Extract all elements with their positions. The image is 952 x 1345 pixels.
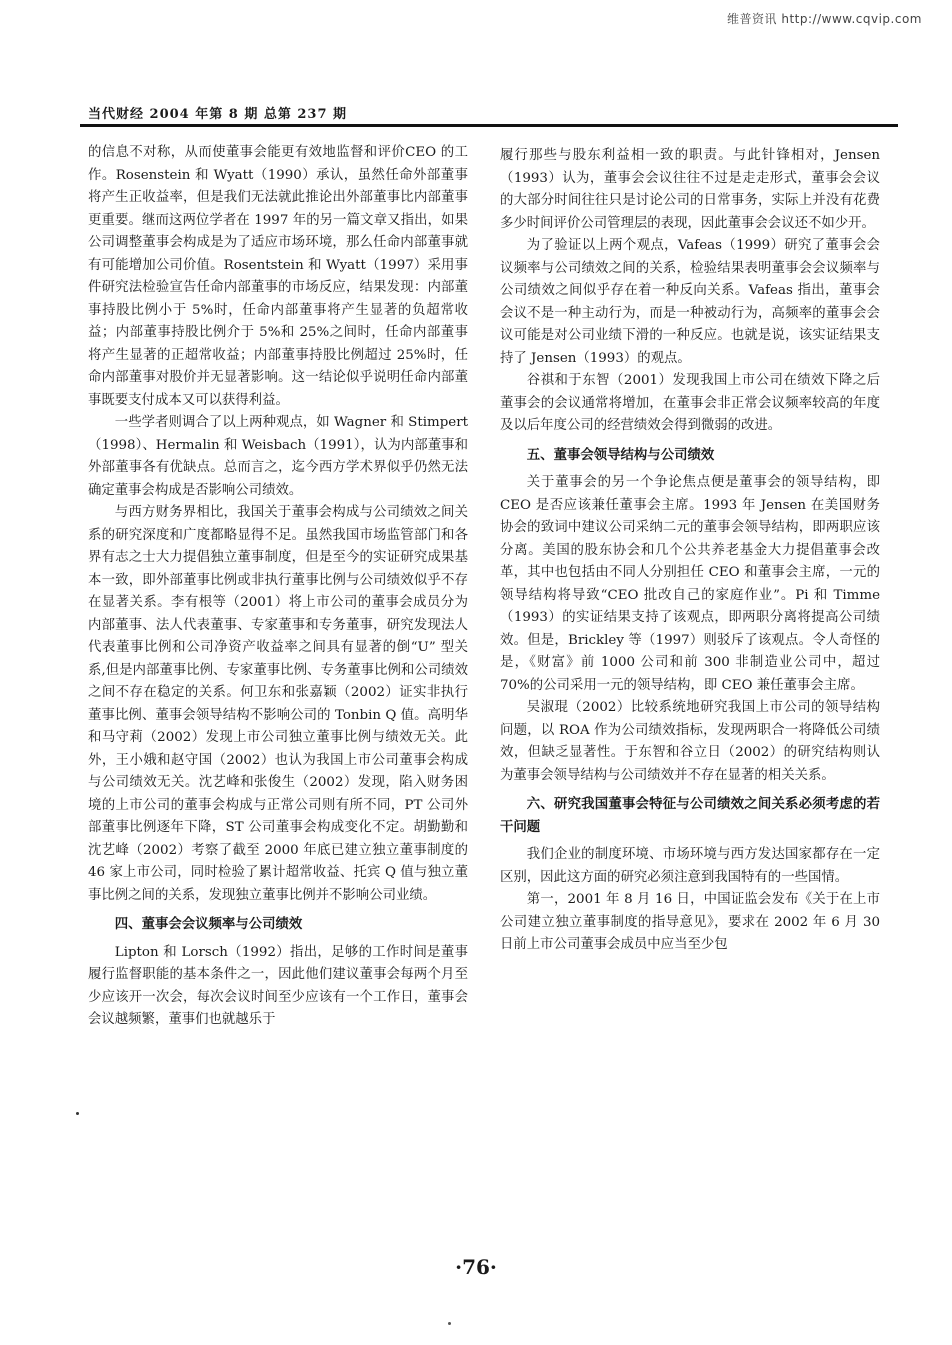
paragraph: 我们企业的制度环境、市场环境与西方发达国家都存在一定区别，因此这方面的研究必须注意到我国特有的一些国情。 — [500, 847, 880, 885]
paragraph: 关于董事会的另一个争论焦点便是董事会的领导结构，即 CEO 是否应该兼任董事会主席。1993 年 Jensen 在美国财务协会的致词中建议公司采纳二元的董事会领导结构，即两职应该分离。美国的股东协会和几个公共养老基金大力提倡董事会改革，其中也包括由不同人分别担任 CEO 和董事会主席，一元的领导结构将导致“CEO 批改自己的家庭作业”。Pi 和 Timme（1993）的实证结果支持了该观点，即两职分离将提高公司绩效。但是，Brickley 等（1997）则驳斥了该观点。令人奇怪的是，《财富》前 1000 公司和前 300 非制造业公司中，超过 70%的公司采用一元的领导结构，即 CEO 兼任董事会主席。 — [500, 475, 880, 693]
paragraph: 为了验证以上两个观点，Vafeas（1999）研究了董事会会议频率与公司绩效之间的关系，检验结果表明董事会会议频率与公司绩效之间似乎存在着一种反向关系。Vafeas 指出，董事会会议不是一种主动行为，而是一种被动行为，高频率的董事会会议可能是对公司业绩下滑的一种反应。也就是说，该实证结果支持了 Jensen（1993）的观点。 — [500, 238, 880, 366]
section-heading: 六、研究我国董事会特征与公司绩效之间关系必须考虑的若干问题 — [500, 796, 880, 835]
scan-artifact-dot — [76, 1112, 79, 1115]
section-heading: 四、董事会会议频率与公司绩效 — [114, 916, 303, 932]
watermark: 维普资讯 http://www.cqvip.com — [727, 12, 922, 26]
paragraph: 吴淑琨（2002）比较系统地研究我国上市公司的领导结构问题，以 ROA 作为公司绩效指标，发现两职合一将降低公司绩效，但缺乏显著性。于东智和谷立日（2002）的研究结构则认为董事会领导结构与公司绩效并不存在显著的相关关系。 — [500, 700, 880, 783]
left-column — [88, 142, 468, 1032]
paragraph: Lipton 和 Lorsch（1992）指出，足够的工作时间是董事履行监督职能的基本条件之一，因此他们建议董事会每两个月至少应该开一次会，每次会议时间至少应该有一个工作日，董事会会议越频繁，董事们也就越乐于 — [88, 944, 468, 1027]
header-rule — [80, 124, 898, 127]
page-number: ·76· — [455, 1255, 497, 1279]
paragraph: 谷祺和于东智（2001）发现我国上市公司在绩效下降之后董事会的会议通常将增加，在董事会非正常会议频率较高的年度及以后年度公司的经营绩效会得到微弱的改进。 — [500, 373, 880, 433]
paragraph: 一些学者则调合了以上两种观点，如 Wagner 和 Stimpert（1998）、Hermalin 和 Weisbach（1991），认为内部董事和外部董事各有优缺点。总而言之，迄今西方学术界似乎仍然无法确定董事会构成是否影响公司绩效。 — [88, 415, 468, 498]
right-column — [500, 145, 880, 957]
paragraph: 第一，2001 年 8 月 16 日，中国证监会发布《关于在上市公司建立独立董事制度的指导意见》，要求在 2002 年 6 月 30 日前上市公司董事会成员中应当至少包 — [500, 892, 880, 952]
journal-header: 当代财经 2004 年第 8 期 总第 237 期 — [88, 107, 348, 122]
paragraph: 与西方财务界相比，我国关于董事会构成与公司绩效之间关系的研究深度和广度都略显得不足。虽然我国市场监管部门和各界有志之士大力提倡独立董事制度，但是至今的实证研究成果基本一致，即外部董事比例或非执行董事比例与公司绩效似乎不存在显著关系。李有根等（2001）将上市公司的董事会成员分为内部董事、法人代表董事、专家董事和专务董事，研究发现法人代表董事比例和公司净资产收益率之间具有显著的倒“U” 型关系,但是内部董事比例、专家董事比例、专务董事比例和公司绩效之间不存在稳定的关系。何卫东和张嘉颖（2002）证实非执行董事比例、董事会领导结构不影响公司的 Tonbin Q 值。高明华和马守莉（2002）发现上市公司独立董事比例与绩效无关。此外，王小娥和赵守国（2002）也认为我国上市公司董事会构成与公司绩效无关。沈艺峰和张俊生（2002）发现，陷入财务困境的上市公司的董事会构成与正常公司则有所不同，PT 公司外部董事比例逐年下降，ST 公司董事会构成变化不定。胡勤勤和沈艺峰（2002）考察了截至 2000 年底已建立独立董事制度的 46 家上市公司，同时检验了累计超常收益、托宾 Q 值与独立董事比例之间的关系，发现独立董事比例并不影响公司业绩。 — [88, 505, 468, 903]
section-heading: 五、董事会领导结构与公司绩效 — [526, 446, 715, 463]
scan-artifact-dot — [448, 1322, 451, 1325]
paragraph: 的信息不对称，从而使董事会能更有效地监督和评价CEO 的工作。Rosenstein 和 Wyatt（1990）承认，虽然任命外部董事将产生正收益率，但是我们无法就此推论出外部董事比内部董事更重要。继而这两位学者在 1997 年的另一篇文章又指出，如果公司调整董事会构成是为了适应市场环境，那么任命内部董事就有可能增加公司价值。Rosentstein 和 Wyatt（1997）采用事件研究法检验宣告任命内部董事的市场反应，结果发现：内部董事持股比例小于 5%时，任命内部董事将产生显著的负超常收益；内部董事持股比例介于 5%和 25%之间时，任命内部董事将产生显著的正超常收益；内部董事持股比例超过 25%时，任命内部董事对股价并无显著影响。这一结论似乎说明任命内部董事既要支付成本又可以获得利益。 — [88, 145, 468, 408]
paragraph: 履行那些与股东利益相一致的职责。与此针锋相对，Jensen（1993）认为，董事会会议往往不过是走走形式，董事会会议的大部分时间往往只是讨论公司的日常事务，实际上并没有花费多少时间评价公司管理层的表现，因此董事会会议还不如少开。 — [500, 148, 880, 231]
